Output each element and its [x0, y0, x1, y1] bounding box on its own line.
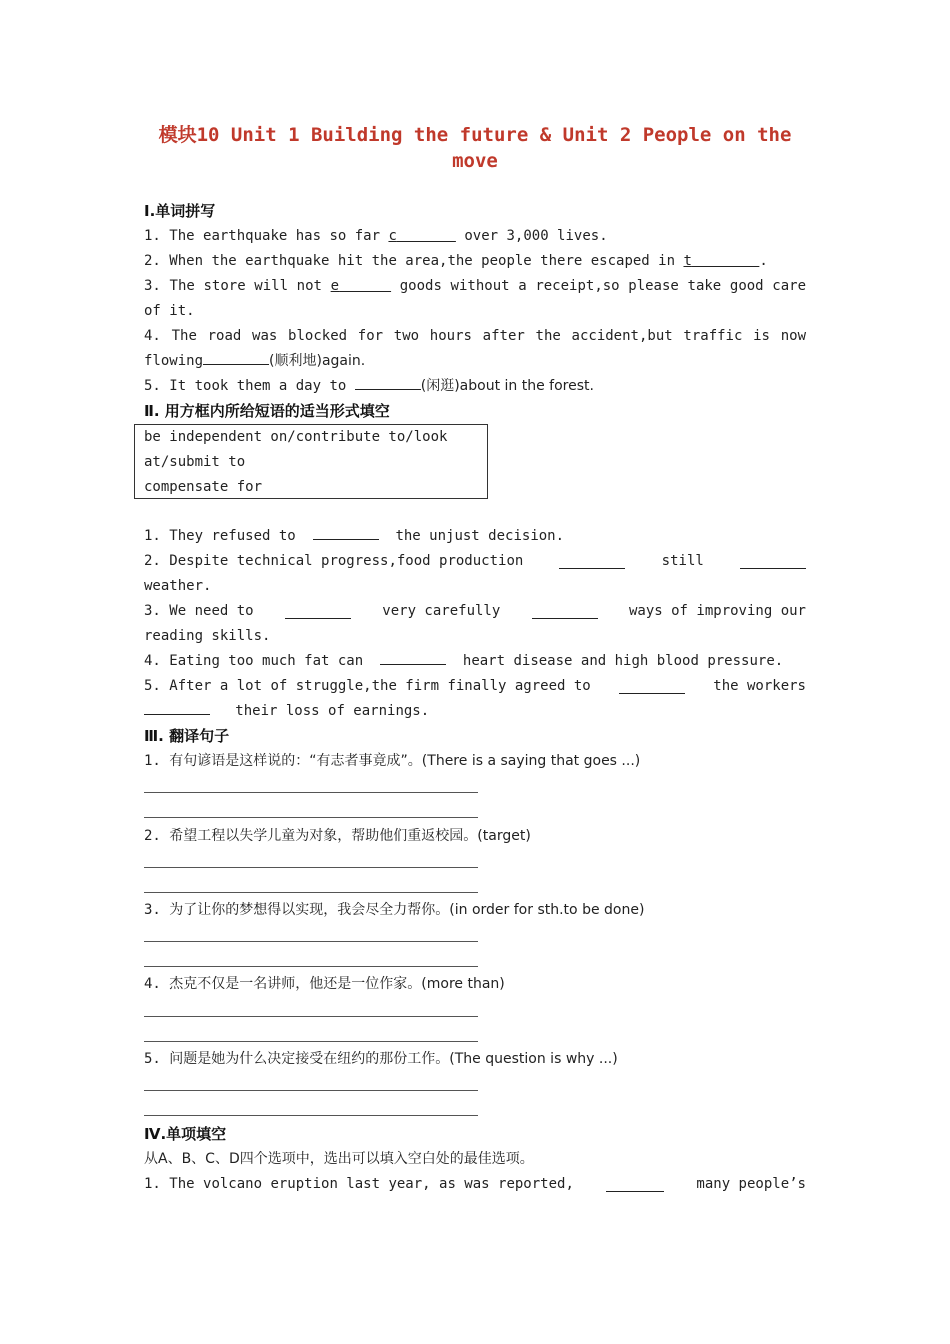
item-number: 1.: [144, 753, 161, 769]
answer-line[interactable]: [144, 892, 478, 893]
answer-blank[interactable]: [559, 554, 625, 569]
s1-item-3: [144, 274, 806, 299]
answer-line[interactable]: [144, 817, 478, 818]
item-text: .: [759, 253, 768, 269]
answer-blank[interactable]: [380, 650, 446, 665]
s3-item-4: [144, 972, 806, 997]
answer-blank[interactable]: [683, 253, 759, 269]
item-text: the workers: [713, 678, 806, 694]
answer-line[interactable]: [144, 1115, 478, 1116]
s2-item-3-cont: reading skills.: [144, 628, 271, 644]
s1-item-4-cont: [144, 349, 806, 374]
item-text: 为了让你的梦想得以实现，我会尽全力帮你。(in order for sth.to be done): [169, 902, 645, 918]
item-number: 5.: [144, 678, 161, 694]
item-number: 2.: [144, 553, 161, 569]
s3-item-1: [144, 749, 806, 774]
item-text: After a lot of struggle,the firm finally agreed to: [169, 678, 591, 694]
item-text: Eating too much fat can: [169, 653, 364, 669]
item-number: 3.: [144, 278, 161, 294]
answer-blank[interactable]: [740, 554, 806, 569]
answer-blank[interactable]: [355, 375, 421, 390]
s1-item-1: [144, 224, 806, 249]
answer-blank[interactable]: [606, 1177, 664, 1192]
s3-item-3: [144, 898, 806, 923]
s2-item-5: [144, 674, 806, 699]
answer-blank[interactable]: [532, 604, 598, 619]
item-text: When the earthquake hit the area,the people there escaped in: [169, 253, 676, 269]
item-text: Despite technical progress,food production: [169, 553, 524, 569]
item-number: 2.: [144, 253, 161, 269]
s2-item-1: [144, 524, 806, 549]
worksheet-title: [144, 122, 806, 174]
item-text: heart disease and high blood pressure.: [462, 653, 784, 669]
hint-letter: c: [388, 228, 397, 244]
s1-item-3-cont: of it.: [144, 303, 195, 319]
section-4-heading: Ⅳ.单项填空: [144, 1125, 227, 1143]
answer-line[interactable]: [144, 966, 478, 967]
item-text: We need to: [169, 603, 254, 619]
item-text: The store will not: [169, 278, 322, 294]
item-text: very carefully: [382, 603, 501, 619]
item-number: 5.: [144, 378, 161, 394]
s3-item-2: [144, 824, 806, 849]
s1-item-2: [144, 249, 806, 274]
answer-blank[interactable]: [144, 700, 210, 715]
answer-line[interactable]: [144, 1041, 478, 1042]
phrase-box-row: be independent on/contribute to/look: [144, 429, 448, 445]
item-number: 3.: [144, 603, 161, 619]
s4-item-1: [144, 1172, 806, 1197]
item-number: 2.: [144, 828, 161, 844]
section-1-heading: Ⅰ.单词拼写: [144, 202, 216, 220]
item-text: goods without a receipt,so please take good care: [399, 278, 806, 294]
section-4-instruction: 从A、B、C、D四个选项中，选出可以填入空白处的最佳选项。: [144, 1151, 534, 1167]
hint-letter: t: [683, 253, 692, 269]
phrase-box: [134, 424, 488, 499]
title-line-1: 模块10 Unit 1 Building the future & Unit 2 People on the: [158, 124, 792, 146]
s1-item-5: [144, 374, 806, 399]
answer-line[interactable]: [144, 792, 478, 793]
answer-line[interactable]: [144, 941, 478, 942]
answer-blank[interactable]: [331, 278, 391, 294]
hint-letter: e: [330, 278, 340, 294]
s2-item-5-cont: [144, 699, 806, 724]
item-text: still: [661, 553, 704, 569]
item-text: It took them a day to: [169, 378, 347, 394]
item-text: The earthquake has so far: [169, 228, 381, 244]
answer-line[interactable]: [144, 1016, 478, 1017]
answer-blank[interactable]: [619, 679, 685, 694]
item-text: (闲逛)about in the forest.: [420, 378, 594, 394]
s2-item-4: [144, 649, 806, 674]
item-text: 问题是她为什么决定接受在纽约的那份工作。(The question is why ...): [169, 1051, 618, 1067]
item-number: 3.: [144, 902, 161, 918]
section-3-heading: Ⅲ. 翻译句子: [144, 727, 230, 745]
item-text: 有句谚语是这样说的：“有志者事竟成”。(There is a saying that goes ...): [169, 753, 641, 769]
answer-blank[interactable]: [313, 525, 379, 540]
item-number: 1.: [144, 228, 161, 244]
item-text: 杰克不仅是一名讲师，他还是一位作家。(more than): [169, 976, 505, 992]
answer-blank[interactable]: [203, 350, 269, 365]
item-text: flowing: [144, 353, 204, 369]
item-text: The road was blocked for two hours after the accident,but traffic is now: [171, 328, 806, 344]
item-text: over 3,000 lives.: [464, 228, 608, 244]
answer-line[interactable]: [144, 867, 478, 868]
item-text: ways of improving our: [628, 603, 806, 619]
item-text: the unjust decision.: [395, 528, 565, 544]
item-number: 4.: [144, 653, 161, 669]
item-text: 希望工程以失学儿童为对象，帮助他们重返校园。(target): [169, 828, 531, 844]
section-2-heading: Ⅱ. 用方框内所给短语的适当形式填空: [144, 402, 390, 420]
s2-item-3: [144, 599, 806, 624]
title-line-2: move: [452, 150, 498, 172]
item-text: many people’s: [696, 1176, 806, 1192]
item-number: 1.: [144, 528, 161, 544]
item-number: 1.: [144, 1176, 161, 1192]
s3-item-5: [144, 1047, 806, 1072]
s2-item-2: [144, 549, 806, 574]
answer-blank[interactable]: [285, 604, 351, 619]
phrase-box-row: compensate for: [144, 479, 263, 495]
answer-blank[interactable]: [388, 228, 455, 244]
item-text: The volcano eruption last year, as was reported,: [169, 1176, 574, 1192]
item-text: their loss of earnings.: [235, 703, 430, 719]
item-text: They refused to: [169, 528, 296, 544]
item-text: (顺利地)again.: [269, 353, 366, 369]
s1-item-4: [144, 324, 806, 349]
item-number: 5.: [144, 1051, 161, 1067]
item-number: 4.: [144, 976, 161, 992]
s2-item-2-cont: weather.: [144, 578, 212, 594]
answer-line[interactable]: [144, 1090, 478, 1091]
phrase-box-row: at/submit to: [144, 454, 246, 470]
item-number: 4.: [144, 328, 161, 344]
